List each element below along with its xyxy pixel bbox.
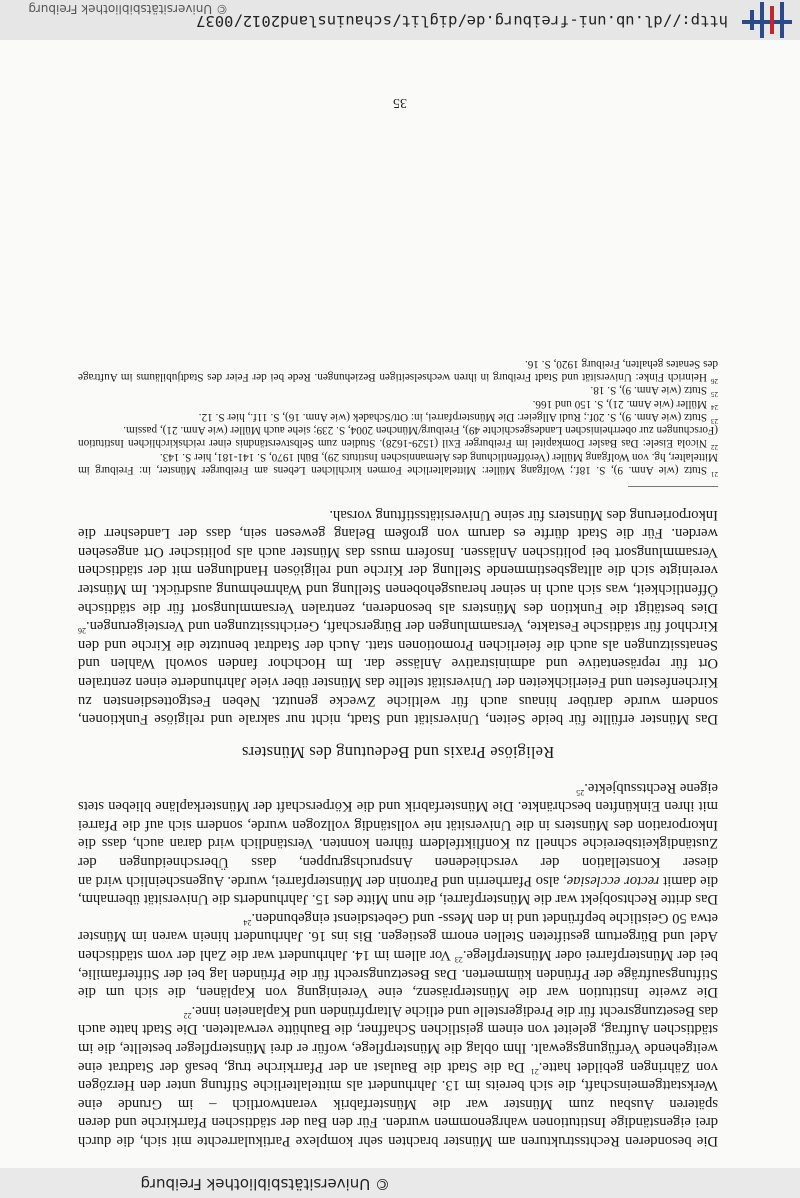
- paragraph-2-part-2: Vor allem im 14. Jahrhundert war die Zahl der vom städtischen Adel und Bürgertum gestifteten Stellen enorm gestiegen. Bis ins 16. Jahrhundert hinein waren im Münster etwa 50 Geistliche bepfründet und in den Mess- und Gebetsdienst eingebunden.: [78, 909, 718, 964]
- ub-freiburg-logo-icon: [742, 2, 792, 38]
- source-credit-bottom: © Universitätsbibliothek Freiburg: [28, 2, 228, 16]
- paragraph-4: [78, 505, 718, 728]
- footnote-24: [78, 396, 718, 412]
- footnote-number: 25: [711, 389, 718, 398]
- footnote-number: 26: [711, 376, 718, 385]
- page-url-link[interactable]: http://dl.ub.uni-freiburg.de/diglit/schauinsland2012/0037: [196, 12, 728, 30]
- footnote-ref-23: 23: [454, 954, 463, 964]
- footnote-ref-25: 25: [576, 787, 585, 797]
- footnote-number: 24: [711, 403, 718, 412]
- paragraph-1: [78, 1001, 718, 1150]
- source-credit-top: © Universitätsbibliothek Freiburg: [140, 1175, 390, 1193]
- paragraph-4-part-2: Dies bestätigt die Funktion des Münsters als besonderen, zentralen Versammlungsort für die städtische Öffentlichkeit, was sich auch in seiner herausgehobenen Stellung und Wahrnehmung ausdrückt. Im Münster vereinigte sich die alltagsbestimmende Stellung der Kirche und religiösen Handlungen mit der städtischen Versammlungsort bei politischen Anlässen. Insofern muss das Münster auch als politischer Ort angesehen werden. Für die Stadt dürfte es darum von großem Belang gewesen sein, dass der Landesherr die Inkorporierung des Münsters für seine Universitätsstiftung vorsah.: [78, 506, 718, 616]
- footnote-23: [78, 410, 718, 423]
- paragraph-2-part-1: Die zweite Institution war die Münsterpräsenz, eine Vereinigung von Kaplänen, die sich um die Stiftungsaufträge der Pfründen kümmerten. Das Besetzungsrecht für die Pfründen lag bei der Stifterfamilie, bei der Münsterpfarrei oder Münsterpflege.: [78, 947, 718, 1001]
- footnote-ref-24: 24: [243, 917, 252, 927]
- footnote-text: Heinrich Finke: Universität und Stadt Freiburg in ihren wechselseitigen Beziehungen. Rede bei der Feier des Stadtjubiläums im Auftrage des Senates gehalten, Freiburg 1920, S. 16.: [78, 357, 718, 383]
- page-body: [78, 356, 718, 1150]
- footnotes: [78, 356, 718, 476]
- footnote-text: Stutz (wie Anm. 9), S. 18f.; Wolfgang Müller: Mittelalterliche Formen kirchlichen Lebens am Freiburger Münster, in: Freiburg im Mittelalter, hg. von Wolfgang Müller (Veröffentlichung des Alemannischen Instituts 29), Bühl 1970, S. 141-181, hier S. 143.: [78, 450, 718, 476]
- rector-ecclesiae-italic: rector ecclesiae: [566, 872, 660, 889]
- page-number: 35: [393, 95, 407, 110]
- top-source-banner: [0, 1168, 800, 1198]
- footnote-26: [78, 356, 718, 383]
- bottom-source-banner: [0, 0, 800, 40]
- footnote-text: Nicola Eisele: Das Basler Domkapitel im Freiburger Exil (1529-1628). Studien zum Selbstverständnis einer reichskirchlichen Institution (Forschungen zur oberrheinischen Landesgeschichte 49), Freiburg/München 2004, S. 239; siehe auch Müller (wie Anm. 21), passim.: [78, 424, 718, 450]
- footnote-number: 22: [711, 443, 718, 452]
- footnote-number: 23: [711, 416, 718, 425]
- paragraph-3-part-1: Das dritte Rechtsobjekt war die Münsterpfarrei, die nun Mitte des 15. Jahrhunderts die Universität übernahm, die damit: [78, 872, 718, 908]
- footnote-text: Müller (wie Anm. 21), S. 150 und 166.: [532, 397, 707, 410]
- paragraph-4-part-1: Das Münster erfüllte für beide Seiten, Universität und Stadt, nicht nur sakrale und religiöse Funktionen, sondern wurde darüber hinaus auch für weltliche Zwecke genutzt. Neben Festgottesdiensten zu Kirchenfesten und Feierlichkeiten der Universität stellte das Münster über viele Jahrhunderte einen zentralen Ort für repräsentative und administrative Anlässe dar. Im Hochchor fanden sowohl Wahlen und Senatssitzungen als auch die feierlichen Promotionen statt. Auch der Stadtrat benutzte die Kirche und den Kirchhof für städtische Festakte, Versammlungen der Bürgerschaft, Gerichtssitzungen und Versteigerungen.: [78, 618, 718, 728]
- section-heading: Religiöse Praxis und Bedeutung des Münsters: [241, 743, 555, 763]
- footnote-ref-26: 26: [78, 626, 86, 636]
- main-text-2: [78, 505, 718, 728]
- paragraph-1-part-2: Da die Stadt die Baulast an der Pfarrkirche trug, besaß der Stadtrat eine weitgehende Verfügungsgewalt. Ihm oblag die Münsterpflege, wofür er drei Münsterpfleger bestellte, die im städtischen Auftrag, geleitet von einem geistlichen Schaffner, die Bauhütte verwalteten. Die Stadt hatte auch das Besetzungsrecht für die Predigerstelle und etliche Altarpfründen und Kaplaneien inne.: [77, 1002, 718, 1075]
- footnote-21: [78, 449, 718, 476]
- footnote-ref-21: 21: [530, 1066, 539, 1076]
- footnote-text: Stutz (wie Anm. 9), S. 18.: [590, 384, 707, 397]
- paragraph-3-part-2: , also Pfarrherrin und Patronin der Münsterpfarrei, wurde. Augenscheinlich wird an dieser Konstellation der verschiedenen Anspruchsgruppen, dass Überschneidungen der Zuständigkeitsbereiche schnell zu Konfliktfeldern führen konnten. Verständlich wird daran auch, dass die Inkorporation des Münsters in die Universität nie vollständig vollzogen wurde, sondern sich auf die Pfarrei mit ihren Einkünften beschränkte. Die Münsterfabrik und die Körperschaft der Münsterkapläne blieben stets eigene Rechtssubjekte.: [78, 779, 718, 889]
- footnote-ref-22: 22: [183, 1010, 192, 1020]
- paragraph-3: [78, 778, 718, 908]
- footnote-number: 21: [711, 469, 718, 478]
- paragraph-2: [78, 908, 718, 1001]
- footnote-22: [78, 423, 718, 450]
- footnote-text: Stutz (wie Anm. 9), S. 20f.; Rudi Allgeier: Die Münsterpfarrei, in: Ott/Schadek (wie Anm. 16), S. 11f., hier S. 12.: [198, 410, 707, 423]
- footnote-divider: [628, 486, 718, 487]
- main-text: [78, 778, 718, 1150]
- footnote-25: [78, 383, 718, 396]
- paragraph-1-part-1: Die besonderen Rechtsstrukturen am Münster brachten sehr komplexe Partikularrechte mit sich, die durch drei eigenständige Institutionen wahrgenommen wurden. Für den Bau der städtischen Pfarrkirche und deren späteren Ausbau zum Münster war die Münsterfabrik verantwortlich – im Grunde eine Werkstattgemeinschaft, die sich bereits im 13. Jahrhundert als mittelalterliche Stiftung unter den Herzögen von Zähringen gebildet hatte.: [78, 1058, 718, 1149]
